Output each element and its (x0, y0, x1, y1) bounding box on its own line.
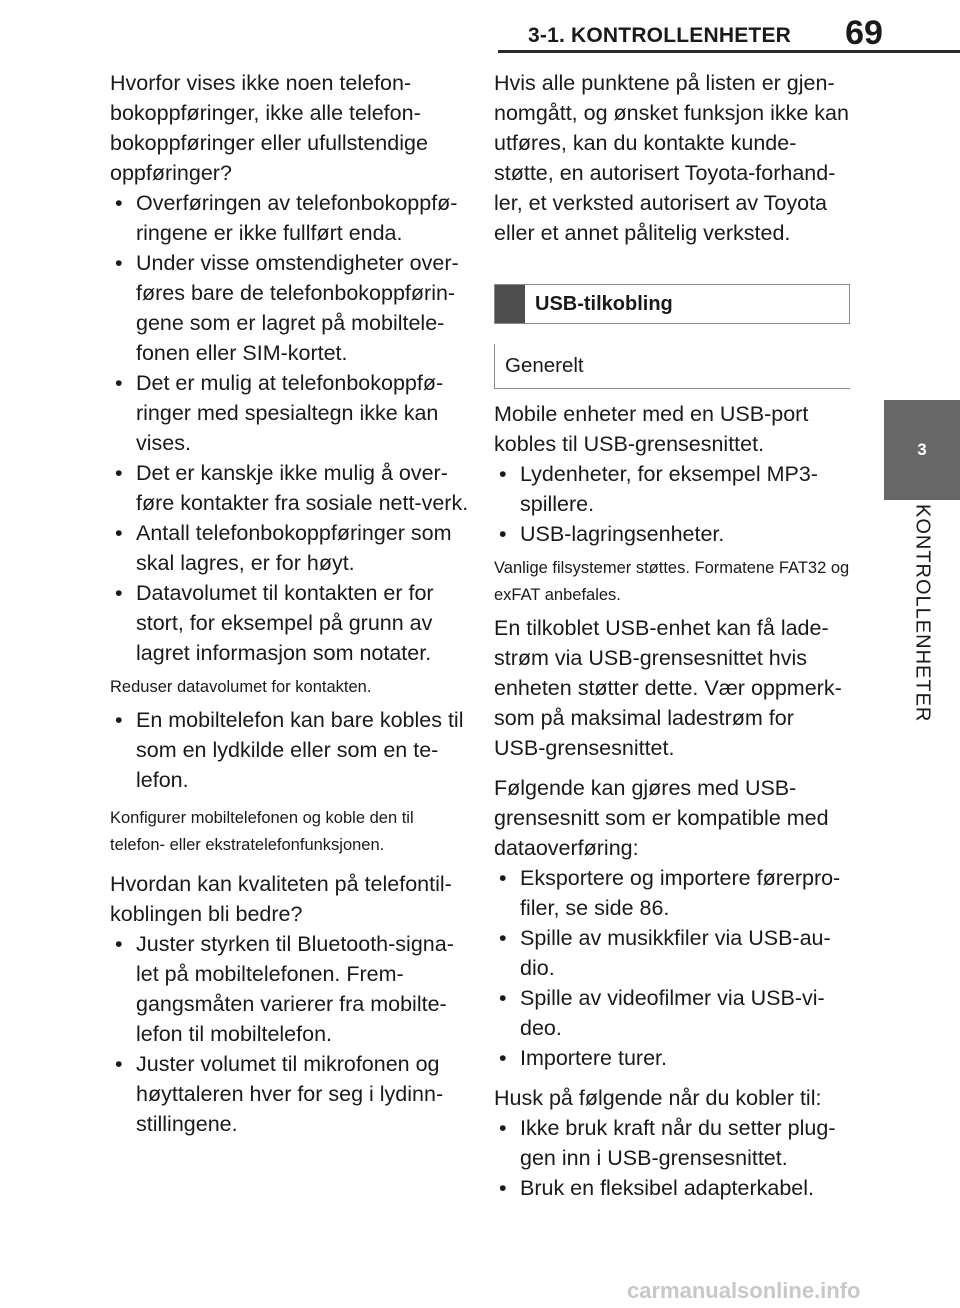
list-item: • Antall telefonbokoppføringer som skal lagres, er for høyt. (110, 518, 470, 578)
usb-section-heading (494, 284, 850, 324)
list-item: • Ikke bruk kraft når du setter plug-gen inn i USB-grensesnittet. (494, 1113, 850, 1173)
list-item: • Importere turer. (494, 1043, 850, 1073)
list-item: • Spille av videofilmer via USB-vi-deo. (494, 983, 850, 1043)
list-item: • Juster volumet til mikrofonen og høyttaleren hver for seg i lydinn-stillingene. (110, 1049, 470, 1139)
charging-paragraph: En tilkoblet USB-enhet kan få lade-strøm via USB-grensesnittet hvis enheten støtter dette. Vær oppmerk-som på maksimal ladestrøm for USB-grensesnittet. (494, 616, 842, 760)
list-item: • Datavolumet til kontakten er for stort, for eksempel på grunn av lagret informasjon som notater. (110, 578, 470, 668)
list-item: • Lydenheter, for eksempel MP3-spillere. (494, 459, 850, 519)
list-item: • Eksportere og importere førerpro-filer, se side 86. (494, 863, 850, 923)
list-item: • Juster styrken til Bluetooth-signa-let på mobiltelefonen. Frem-gangsmåten varierer fra mobilte-lefon til mobiltelefon. (110, 929, 470, 1049)
general-subheading: Generelt (494, 344, 850, 389)
functions-intro: Følgende kan gjøres med USB-grensesnitt som er kompatible med dataoverføring: (494, 776, 829, 860)
mobile-list (110, 705, 470, 795)
question-phonebook: Hvorfor vises ikke noen telefon-bokoppføringer, ikke alle telefon-bokoppføringer eller ufullstendige oppføringer? (110, 71, 428, 185)
list-item: • Bruk en fleksibel adapterkabel. (494, 1173, 850, 1203)
page-number: 69 (845, 14, 883, 52)
support-paragraph: Hvis alle punktene på listen er gjen-nomgått, og ønsket funksjon ikke kan utføres, kan du kontakte kunde-støtte, en autorisert Toyota-forhand-ler, et verksted autorisert av Toyota eller et annet pålitelig verksted. (494, 71, 849, 245)
list-item: • Det er mulig at telefonbokoppfø-ringer med spesialtegn ikke kan vises. (110, 368, 470, 458)
right-column (494, 68, 850, 1203)
chapter-tab: 3 (884, 400, 960, 500)
note-configure-phone: Konfigurer mobiltelefonen og koble den til telefon- eller ekstratelefonfunksjonen. (110, 809, 414, 854)
heading-marker (495, 285, 525, 323)
watermark: carmanualsonline.info (627, 1278, 861, 1303)
question-call-quality: Hvordan kan kvaliteten på telefontil-koblingen bli bedre? (110, 872, 452, 926)
usb-devices-list (494, 459, 850, 549)
usb-intro: Mobile enheter med en USB-port kobles til USB-grensesnittet. (494, 402, 809, 456)
connect-intro: Husk på følgende når du kobler til: (494, 1086, 822, 1110)
list-item: • USB-lagringsenheter. (494, 519, 850, 549)
note-reduce-volume: Reduser datavolumet for kontakten. (110, 678, 372, 696)
list-item: • Det er kanskje ikke mulig å over-føre kontakter fra sosiale nett-verk. (110, 458, 470, 518)
list-item: • Under visse omstendigheter over-føres bare de telefonbokoppførin-gene som er lagret på mobiltele-fonen eller SIM-kortet. (110, 248, 470, 368)
usb-functions-list (494, 863, 850, 1073)
chapter-label (884, 500, 960, 740)
connect-tips-list (494, 1113, 850, 1203)
usb-heading-label: USB-tilkobling (535, 292, 673, 315)
left-column (110, 68, 470, 1139)
list-item: • En mobiltelefon kan bare kobles til som en lydkilde eller som en te-lefon. (110, 705, 470, 795)
call-quality-list (110, 929, 470, 1139)
phonebook-reasons-list (110, 188, 470, 668)
filesystems-note: Vanlige filsystemer støttes. Formatene FAT32 og exFAT anbefales. (494, 559, 850, 604)
chapter-label-text: KONTROLLENHETER (911, 504, 934, 723)
section-title: 3-1. KONTROLLENHETER (528, 24, 792, 47)
list-item: • Spille av musikkfiler via USB-au-dio. (494, 923, 850, 983)
list-item: • Overføringen av telefonbokoppfø-ringene er ikke fullført enda. (110, 188, 470, 248)
